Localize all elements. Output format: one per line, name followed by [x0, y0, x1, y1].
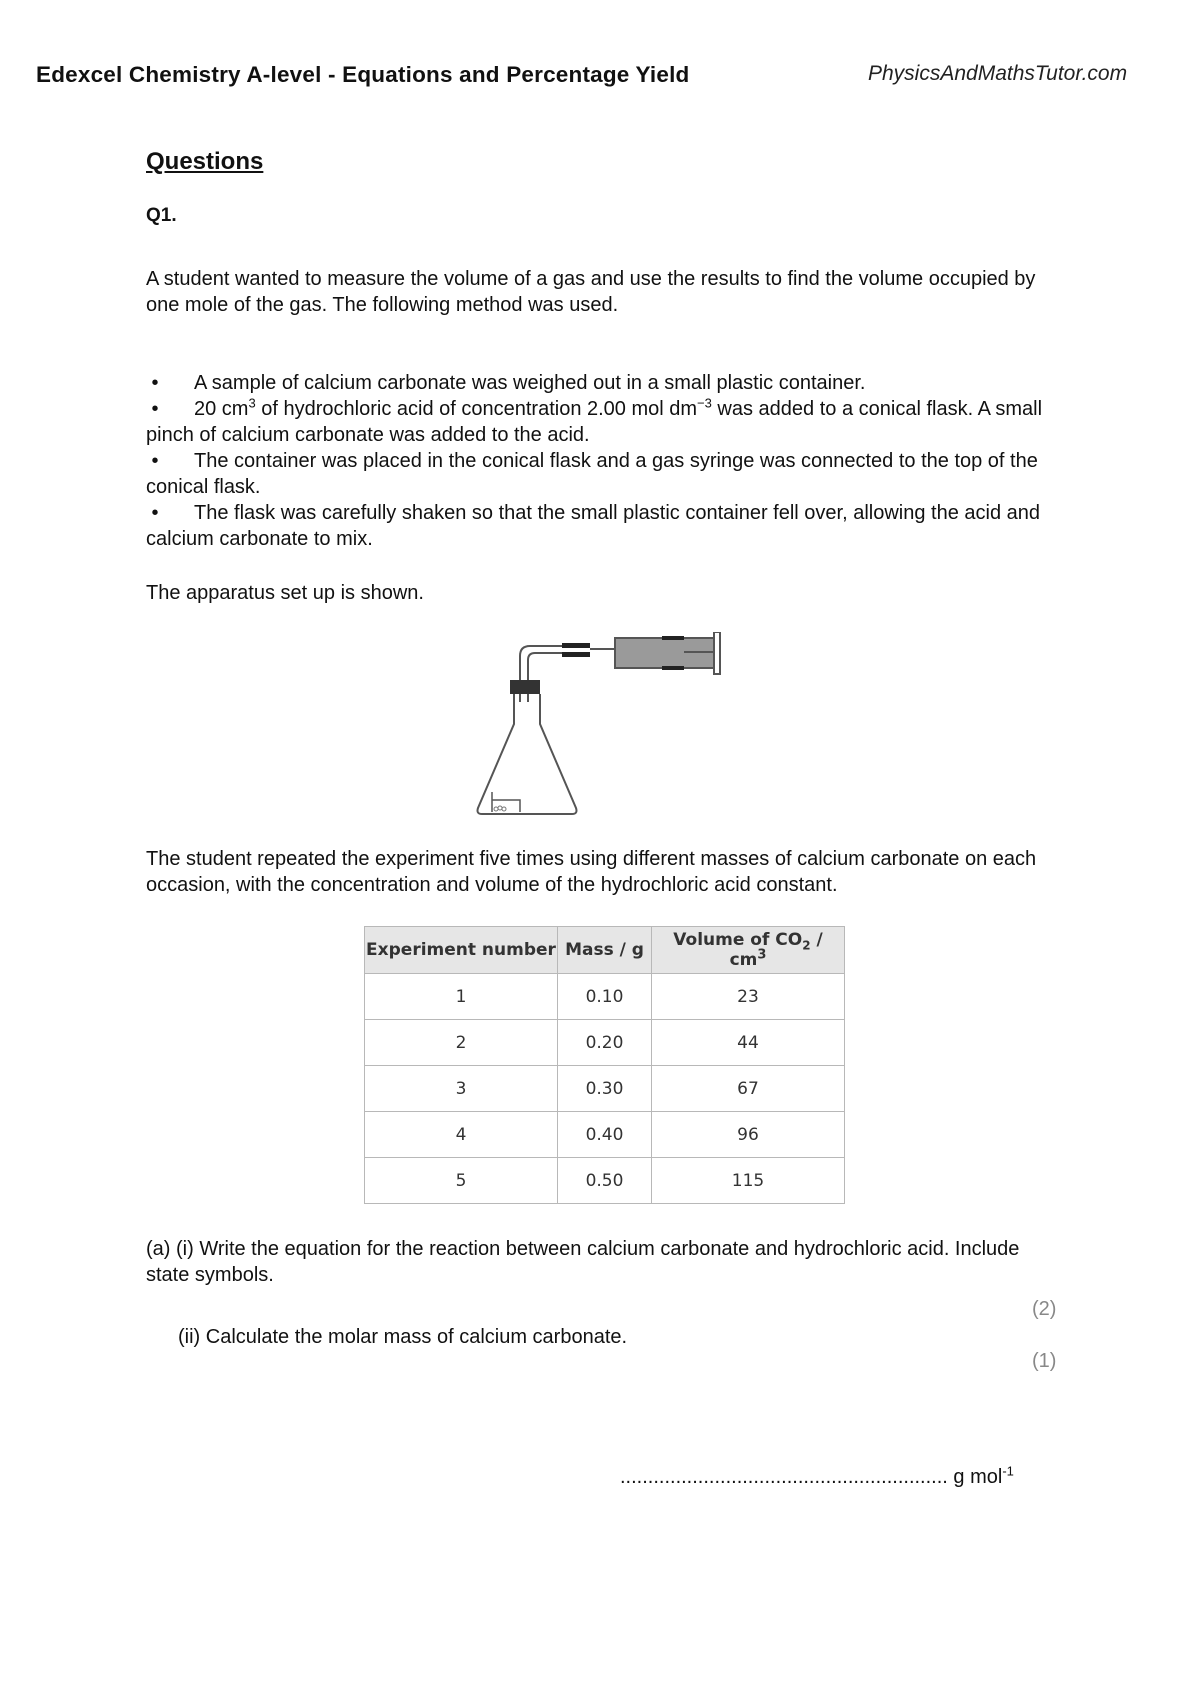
syringe-plunger-seal — [662, 666, 684, 670]
bullet-item: • A sample of calcium carbonate was weighed out in a small plastic container. — [146, 372, 866, 394]
header-site: PhysicsAndMathsTutor.com — [868, 62, 1128, 85]
apparatus-text: The apparatus set up is shown. — [146, 582, 424, 604]
results-table — [364, 926, 845, 1204]
question-part-a-ii: (ii) Calculate the molar mass of calcium carbonate. — [178, 1326, 628, 1348]
answer-unit: g mol — [947, 1466, 1003, 1488]
bullet-text: The container was placed in the conical flask and a gas syringe was connected to the top of the conical flask. — [146, 450, 1038, 498]
tube-connector — [562, 643, 590, 648]
cell-volume: 67 — [652, 1066, 845, 1112]
syringe-plunger-end — [714, 632, 720, 674]
cell-volume: 115 — [652, 1158, 845, 1204]
apparatus-diagram — [470, 632, 740, 822]
superscript: 3 — [248, 395, 256, 411]
header-experiment: Experiment number — [365, 927, 558, 974]
header-mass: Mass / g — [558, 927, 652, 974]
header-volume: Volume of $CO_2 / cm^3$ — [652, 927, 845, 974]
bullet-text: of hydrochloric acid of concentration 2.00 mol dm — [255, 398, 698, 420]
cell-volume: 96 — [652, 1112, 845, 1158]
cell-mass: 0.10 — [558, 974, 652, 1020]
cell-volume: 23 — [652, 974, 845, 1020]
marks-a-ii: (1) — [1032, 1350, 1057, 1372]
delivery-tube-inner — [528, 653, 562, 702]
marks-a-i: (2) — [1032, 1298, 1057, 1320]
answer-dots: ........................................................... — [620, 1466, 948, 1488]
bullet-text: 20 cm — [194, 398, 249, 420]
repeat-paragraph: The student repeated the experiment five times using different masses of calcium carbonate on each occasion, with the concentration and volume of the hydrochloric acid constant. — [146, 848, 1037, 896]
cell-mass: 0.50 — [558, 1158, 652, 1204]
cell-experiment: 3 — [365, 1066, 558, 1112]
cell-experiment: 1 — [365, 974, 558, 1020]
header-title: Edexcel Chemistry A-level - Equations and Percentage Yield — [36, 62, 690, 87]
superscript: −3 — [697, 395, 712, 411]
bullet-text: The flask was carefully shaken so that the small plastic container fell over, allowing the acid and calcium carbonate to mix. — [146, 502, 1040, 550]
cell-mass: 0.20 — [558, 1020, 652, 1066]
bullet-item: • The flask was carefully shaken so that the small plastic container fell over, allowing the acid and calcium carbonate to mix. — [146, 502, 1040, 550]
bullet-text: was added to a conical flask. A small pinch of calcium carbonate was added to the acid. — [146, 398, 1043, 446]
cell-experiment: 4 — [365, 1112, 558, 1158]
section-heading: Questions — [146, 148, 264, 175]
table-row — [365, 1112, 845, 1158]
tube-connector — [562, 652, 590, 657]
syringe-plunger-seal — [662, 636, 684, 640]
cell-mass: 0.40 — [558, 1112, 652, 1158]
answer-unit-sup: -1 — [1002, 1463, 1014, 1479]
answer-line[interactable] — [620, 1463, 1014, 1489]
table-row — [365, 974, 845, 1020]
bullet-text: A sample of calcium carbonate was weighed out in a small plastic container. — [194, 372, 866, 394]
bung — [510, 680, 540, 694]
table-row — [365, 1020, 845, 1066]
method-bullet-list — [146, 370, 1066, 552]
bullet-item: • 20 $cm^3$ of hydrochloric acid of concentration 2.00 mol $dm^{-3}$ was added to a conical flask. A small pinch of calcium carbonate was added to the acid. — [146, 395, 1043, 446]
intro-paragraph: A student wanted to measure the volume of a gas and use the results to find the volume occupied by one mole of the gas. The following method was used. — [146, 268, 1036, 316]
question-number: Q1. — [146, 205, 177, 226]
table-row — [365, 1158, 845, 1204]
table-row — [365, 1066, 845, 1112]
question-part-a-i: (a) (i) Write the equation for the reaction between calcium carbonate and hydrochloric acid. Include state symbols. — [146, 1238, 1020, 1286]
cell-experiment: 5 — [365, 1158, 558, 1204]
cell-mass: 0.30 — [558, 1066, 652, 1112]
cell-volume: 44 — [652, 1020, 845, 1066]
cell-experiment: 2 — [365, 1020, 558, 1066]
table-header-row — [365, 927, 845, 974]
bullet-item: • The container was placed in the conical flask and a gas syringe was connected to the top of the conical flask. — [146, 450, 1038, 498]
